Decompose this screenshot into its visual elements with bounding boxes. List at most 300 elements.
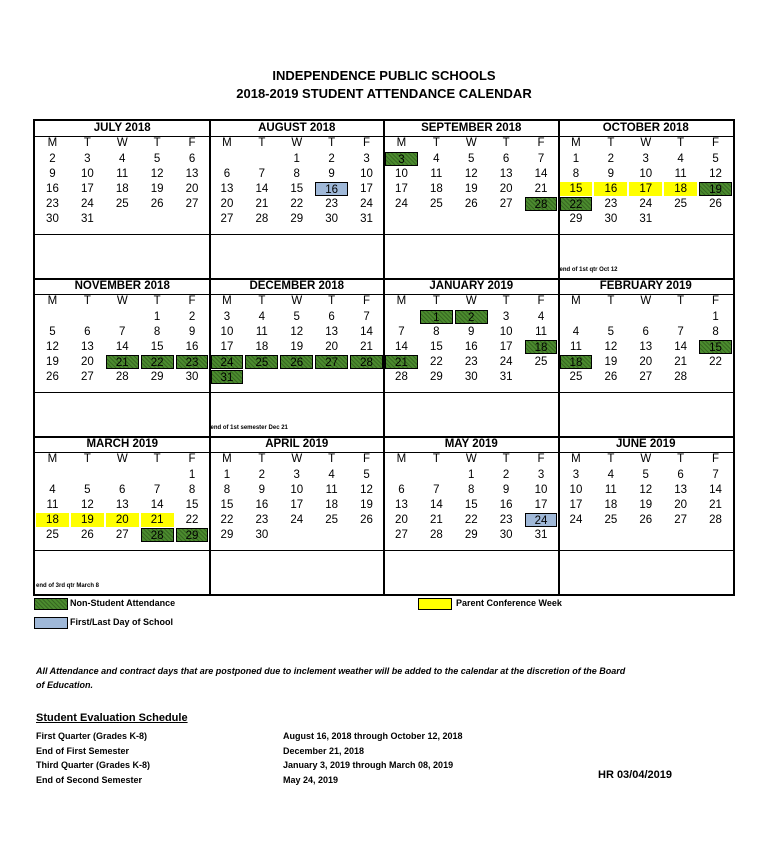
- calendar-day: 11: [325, 484, 338, 496]
- calendar-day: 4: [328, 469, 335, 481]
- calendar-day: 16: [46, 183, 59, 195]
- calendar-day: 10: [499, 326, 513, 338]
- calendar-day: 21: [674, 356, 688, 368]
- calendar-day: 6: [223, 168, 231, 180]
- calendar-day: 4: [537, 311, 545, 323]
- weekday-header: T: [328, 137, 336, 149]
- calendar-day: 2: [49, 153, 56, 165]
- calendar-day: 17: [360, 183, 373, 195]
- calendar-day: 11: [46, 499, 59, 511]
- calendar-day: 7: [537, 153, 545, 165]
- calendar-day: 25: [534, 356, 548, 368]
- calendar-day: 26: [709, 198, 722, 210]
- weekday-header: W: [465, 295, 477, 307]
- weekday-header: T: [607, 453, 615, 465]
- month-name: FEBRUARY 2019: [559, 279, 734, 295]
- calendar-day: 16: [255, 499, 269, 511]
- calendar-day: 5: [468, 153, 475, 165]
- calendar-day: 12: [80, 499, 94, 511]
- calendar-day: 30: [499, 529, 513, 541]
- grid-column-divider: [209, 121, 211, 594]
- calendar-day: 6: [84, 326, 91, 338]
- evaluation-label: End of Second Semester: [36, 774, 143, 785]
- calendar-day: 31: [211, 370, 244, 384]
- calendar-day: 18: [429, 183, 443, 195]
- calendar-day: 17: [569, 499, 583, 511]
- calendar-day: 4: [572, 326, 580, 338]
- calendar-day: 25: [115, 198, 129, 210]
- note-divider: [559, 550, 734, 551]
- month-name: JANUARY 2019: [384, 279, 559, 295]
- calendar-day: 27: [115, 529, 129, 541]
- calendar-day: 20: [639, 356, 653, 368]
- weekday-header: F: [363, 453, 371, 465]
- calendar-day: 7: [398, 326, 405, 338]
- calendar-day: 9: [468, 326, 475, 338]
- calendar-day: 21: [360, 341, 373, 353]
- calendar-day: 4: [677, 153, 684, 165]
- month-name: APRIL 2019: [210, 437, 385, 453]
- calendar-day: 27: [220, 213, 234, 225]
- calendar-day: 22: [560, 197, 593, 211]
- note-divider: [210, 392, 385, 393]
- calendar-day: 11: [255, 326, 268, 338]
- calendar-day: 12: [290, 326, 304, 338]
- weekday-header: W: [291, 453, 303, 465]
- calendar-day: 1: [468, 469, 475, 481]
- calendar-day: 3: [572, 469, 580, 481]
- calendar-day: 19: [46, 356, 59, 368]
- calendar-day: 6: [188, 153, 196, 165]
- calendar-day: 17: [80, 183, 94, 195]
- weekday-header: T: [83, 295, 91, 307]
- calendar-day: 27: [315, 355, 348, 369]
- month-december-2018: [210, 279, 385, 437]
- weekday-header: F: [712, 137, 720, 149]
- calendar-day: 24: [80, 198, 94, 210]
- calendar-day: 24: [569, 514, 583, 526]
- calendar-day: 25: [46, 529, 59, 541]
- note-divider: [35, 234, 210, 235]
- month-name: JULY 2018: [35, 121, 210, 137]
- calendar-day: 14: [115, 341, 129, 353]
- calendar-day: 28: [350, 355, 383, 369]
- weekday-header: T: [607, 295, 615, 307]
- calendar-day: 25: [674, 198, 688, 210]
- grid-column-divider: [558, 121, 560, 594]
- weekday-header: M: [222, 453, 232, 465]
- calendar-day: 22: [464, 514, 478, 526]
- calendar-day: 26: [46, 371, 59, 383]
- note-divider: [384, 550, 559, 551]
- calendar-day: 25: [325, 514, 339, 526]
- weekday-header: F: [363, 137, 371, 149]
- calendar-day: 9: [502, 484, 510, 496]
- calendar-day: 29: [569, 213, 583, 225]
- month-name: OCTOBER 2018: [559, 121, 734, 137]
- calendar-day: 12: [360, 484, 373, 496]
- calendar-day: 3: [385, 152, 418, 166]
- calendar-day: 7: [258, 168, 266, 180]
- note-divider: [559, 234, 734, 235]
- calendar-day: 28: [674, 371, 688, 383]
- calendar-day: 30: [46, 213, 59, 225]
- calendar-day: 28: [395, 371, 408, 383]
- weekday-header: F: [537, 137, 545, 149]
- calendar-day: 19: [150, 183, 164, 195]
- calendar-day: 1: [223, 469, 231, 481]
- calendar-day: 10: [395, 168, 408, 180]
- calendar-day: 15: [464, 499, 478, 511]
- calendar-day: 24: [639, 198, 653, 210]
- note-divider: [559, 392, 734, 393]
- calendar-day: 1: [712, 311, 719, 323]
- calendar-day: 5: [49, 326, 56, 338]
- parent-conference-legend-label: Parent Conference Week: [456, 598, 562, 608]
- calendar-day: 9: [188, 326, 196, 338]
- weekday-header: T: [677, 137, 685, 149]
- calendar-day: 12: [46, 341, 59, 353]
- calendar-day: 6: [642, 326, 649, 338]
- month-september-2018: [384, 121, 559, 279]
- calendar-day: 2: [258, 469, 266, 481]
- weekday-header: M: [222, 137, 232, 149]
- calendar-day: 16: [594, 182, 627, 196]
- month-june-2019: [559, 437, 734, 595]
- calendar-day: 15: [429, 341, 443, 353]
- calendar-day: 10: [639, 168, 653, 180]
- calendar-day: 19: [699, 182, 732, 196]
- district-title: INDEPENDENCE PUBLIC SCHOOLS: [272, 68, 496, 83]
- month-july-2018: [35, 121, 210, 279]
- calendar-day: 17: [629, 182, 662, 196]
- calendar-day: 30: [464, 371, 478, 383]
- calendar-day: 20: [674, 499, 688, 511]
- calendar-day: 7: [153, 484, 161, 496]
- calendar-day: 4: [607, 469, 615, 481]
- calendar-day: 1: [188, 469, 196, 481]
- calendar-day: 24: [211, 355, 244, 369]
- calendar-day: 31: [639, 213, 653, 225]
- calendar-day: 24: [499, 356, 513, 368]
- calendar-day: 26: [604, 371, 618, 383]
- calendar-day: 18: [325, 499, 339, 511]
- calendar-day: 18: [255, 341, 269, 353]
- calendar-day: 7: [119, 326, 126, 338]
- weekday-header: M: [571, 295, 581, 307]
- calendar-day: 22: [141, 355, 174, 369]
- calendar-day: 6: [677, 469, 684, 481]
- note-divider: [384, 392, 559, 393]
- weekday-header: M: [47, 137, 58, 149]
- calendar-day: 15: [699, 340, 732, 354]
- weekday-header: T: [258, 137, 266, 149]
- calendar-day: 3: [502, 311, 510, 323]
- weekday-header: T: [83, 453, 91, 465]
- calendar-day: 18: [604, 499, 618, 511]
- grid-row-divider: [35, 436, 733, 438]
- calendar-day: 20: [325, 341, 339, 353]
- calendar-day: 8: [293, 168, 300, 180]
- calendar-day: 18: [525, 340, 558, 354]
- calendar-day: 16: [464, 341, 478, 353]
- calendar-day: 27: [395, 529, 408, 541]
- weekday-header: T: [328, 295, 336, 307]
- calendar-day: 23: [176, 355, 209, 369]
- evaluation-date: August 16, 2018 through October 12, 2018: [283, 731, 463, 741]
- calendar-day: 25: [604, 514, 618, 526]
- weekday-header: W: [640, 295, 652, 307]
- calendar-day: 28: [429, 529, 443, 541]
- calendar-day: 25: [245, 355, 278, 369]
- month-march-2019: [35, 437, 210, 595]
- weekday-header: F: [712, 453, 720, 465]
- revision-stamp: HR 03/04/2019: [598, 769, 672, 781]
- grid-row-divider: [35, 278, 733, 280]
- weekday-header: W: [465, 137, 477, 149]
- weekday-header: T: [677, 453, 685, 465]
- calendar-day: 27: [80, 371, 94, 383]
- calendar-day: 20: [80, 356, 94, 368]
- evaluation-date: December 21, 2018: [283, 745, 365, 756]
- calendar-day: 8: [433, 326, 440, 338]
- quarter-note: end of 1st qtr Oct 12: [559, 267, 618, 273]
- calendar-day: 21: [534, 183, 548, 195]
- weekday-header: M: [47, 453, 58, 465]
- calendar-day: 2: [502, 469, 510, 481]
- calendar-day: 26: [360, 514, 373, 526]
- calendar-day: 13: [80, 341, 94, 353]
- calendar-day: 6: [398, 484, 405, 496]
- calendar-day: 19: [604, 356, 618, 368]
- calendar-day: 29: [150, 371, 164, 383]
- month-august-2018: [210, 121, 385, 279]
- weekday-header: W: [465, 453, 477, 465]
- weekday-header: W: [116, 453, 128, 465]
- calendar-day: 20: [185, 183, 199, 195]
- calendar-day: 13: [499, 168, 513, 180]
- weekday-header: W: [291, 295, 303, 307]
- calendar-day: 2: [607, 153, 615, 165]
- calendar-day: 24: [360, 198, 373, 210]
- calendar-day: 10: [569, 484, 583, 496]
- weekday-header: T: [432, 137, 440, 149]
- calendar-day: 18: [115, 183, 129, 195]
- calendar-day: 12: [464, 168, 478, 180]
- weekday-header: F: [363, 295, 371, 307]
- calendar-day: 16: [185, 341, 199, 353]
- month-january-2019: [384, 279, 559, 437]
- calendar-day: 23: [325, 198, 339, 210]
- calendar-day: 26: [80, 529, 94, 541]
- calendar-day: 13: [115, 499, 129, 511]
- month-name: SEPTEMBER 2018: [384, 121, 559, 137]
- calendar-day: 24: [290, 514, 304, 526]
- calendar-day: 15: [220, 499, 234, 511]
- calendar-day: 5: [363, 469, 370, 481]
- calendar-day: 7: [677, 326, 684, 338]
- calendar-day: 22: [220, 514, 234, 526]
- calendar-day: 14: [534, 168, 548, 180]
- calendar-day: 23: [46, 198, 59, 210]
- month-name: JUNE 2019: [559, 437, 734, 453]
- calendar-day: 7: [712, 469, 719, 481]
- weekday-header: W: [291, 137, 303, 149]
- calendar-day: 22: [709, 356, 722, 368]
- calendar-day: 5: [712, 153, 719, 165]
- calendar-day: 30: [604, 213, 618, 225]
- calendar-day: 19: [290, 341, 304, 353]
- calendar-day: 3: [537, 469, 545, 481]
- weekday-header: T: [432, 453, 440, 465]
- calendar-day: 3: [363, 153, 370, 165]
- calendar-day: 6: [502, 153, 510, 165]
- month-october-2018: [559, 121, 734, 279]
- calendar-day: 13: [220, 183, 234, 195]
- calendar-day: 12: [150, 168, 164, 180]
- calendar-day: 27: [185, 198, 199, 210]
- calendar-day: 26: [280, 355, 313, 369]
- calendar-day: 8: [188, 484, 196, 496]
- calendar-day: 29: [464, 529, 478, 541]
- weekday-header: T: [677, 295, 685, 307]
- weekday-header: F: [188, 453, 196, 465]
- calendar-day: 14: [150, 499, 164, 511]
- calendar-day: 7: [433, 484, 440, 496]
- weekday-header: T: [328, 453, 336, 465]
- calendar-day: 13: [639, 341, 653, 353]
- month-name: DECEMBER 2018: [210, 279, 385, 295]
- calendar-day: 31: [499, 371, 513, 383]
- calendar-day: 28: [115, 371, 129, 383]
- calendar-day: 8: [572, 168, 580, 180]
- quarter-note: end of 3rd qtr March 8: [36, 583, 100, 589]
- calendar-day: 3: [642, 153, 649, 165]
- calendar-day: 1: [572, 153, 580, 165]
- calendar-day: 14: [674, 341, 688, 353]
- note-divider: [35, 392, 210, 393]
- calendar-day: 15: [150, 341, 164, 353]
- calendar-day: 29: [220, 529, 234, 541]
- calendar-day: 3: [84, 153, 91, 165]
- calendar-day: 4: [49, 484, 56, 496]
- calendar-day: 12: [604, 341, 618, 353]
- calendar-day: 10: [80, 168, 94, 180]
- note-divider: [384, 234, 559, 235]
- calendar-day: 21: [385, 355, 418, 369]
- calendar-day: 20: [395, 514, 408, 526]
- weekday-header: W: [640, 137, 652, 149]
- calendar-day: 25: [429, 198, 443, 210]
- calendar-day: 4: [433, 153, 440, 165]
- non-student-legend-label: Non-Student Attendance: [70, 598, 176, 608]
- calendar-day: 14: [360, 326, 373, 338]
- calendar-day: 11: [604, 484, 617, 496]
- calendar-day: 8: [223, 484, 231, 496]
- first-last-swatch: [34, 617, 68, 629]
- calendar-day: 19: [464, 183, 478, 195]
- calendar-day: 11: [116, 168, 129, 180]
- month-name: AUGUST 2018: [210, 121, 385, 137]
- calendar-day: 26: [150, 198, 164, 210]
- calendar-day: 21: [429, 514, 443, 526]
- calendar-day: 27: [674, 514, 688, 526]
- weekday-header: F: [537, 295, 545, 307]
- calendar-day: 12: [639, 484, 653, 496]
- month-may-2019: [384, 437, 559, 595]
- calendar-day: 18: [36, 513, 69, 527]
- calendar-day: 12: [709, 168, 722, 180]
- calendar-day: 14: [255, 183, 269, 195]
- calendar-day: 13: [185, 168, 199, 180]
- calendar-day: 21: [141, 513, 174, 527]
- weekday-header: F: [537, 453, 545, 465]
- calendar-day: 10: [360, 168, 373, 180]
- calendar-day: 20: [499, 183, 513, 195]
- calendar-day: 1: [420, 310, 453, 324]
- weekday-header: W: [640, 453, 652, 465]
- calendar-day: 9: [49, 168, 56, 180]
- evaluation-label: End of First Semester: [36, 745, 130, 756]
- calendar-day: 5: [607, 326, 615, 338]
- calendar-day: 17: [499, 341, 513, 353]
- calendar-day: 6: [328, 311, 335, 323]
- month-november-2018: [35, 279, 210, 437]
- calendar-day: 22: [429, 356, 443, 368]
- weekday-header: M: [396, 137, 407, 149]
- calendar-day: 22: [185, 514, 199, 526]
- calendar-day: 30: [255, 529, 269, 541]
- calendar-title: 2018-2019 STUDENT ATTENDANCE CALENDAR: [236, 86, 532, 101]
- calendar-day: 10: [534, 484, 548, 496]
- month-name: NOVEMBER 2018: [35, 279, 210, 295]
- calendar-day: 27: [639, 371, 653, 383]
- calendar-day: 11: [569, 341, 582, 353]
- evaluation-label: Third Quarter (Grades K-8): [36, 760, 151, 770]
- calendar-day: 18: [664, 182, 697, 196]
- calendar-day: 5: [84, 484, 91, 496]
- calendar-day: 15: [185, 499, 199, 511]
- evaluation-date: May 24, 2019: [283, 774, 339, 785]
- calendar-day: 11: [430, 168, 443, 180]
- calendar-day: 17: [290, 499, 304, 511]
- calendar-day: 5: [153, 153, 161, 165]
- note-divider: [210, 550, 385, 551]
- calendar-day: 24: [395, 198, 408, 210]
- calendar-day: 24: [525, 513, 558, 527]
- calendar-day: 17: [395, 183, 408, 195]
- calendar-day: 14: [395, 341, 408, 353]
- weekday-header: W: [116, 137, 128, 149]
- calendar-day: 23: [499, 514, 513, 526]
- calendar-day: 9: [258, 484, 266, 496]
- calendar-day: 15: [290, 183, 304, 195]
- calendar-day: 13: [395, 499, 408, 511]
- weekday-header: T: [153, 453, 161, 465]
- calendar-day: 28: [141, 528, 174, 542]
- weekday-header: M: [222, 295, 232, 307]
- calendar-day: 9: [607, 168, 615, 180]
- calendar-day: 28: [709, 514, 722, 526]
- parent-conference-swatch: [418, 598, 452, 610]
- month-april-2019: [210, 437, 385, 595]
- calendar-day: 27: [499, 198, 513, 210]
- calendar-day: 22: [290, 198, 304, 210]
- quarter-note: end of 1st semester Dec 21: [210, 425, 288, 431]
- calendar-day: 21: [106, 355, 139, 369]
- weekday-header: T: [153, 137, 161, 149]
- evaluation-label: First Quarter (Grades K-8): [36, 731, 148, 741]
